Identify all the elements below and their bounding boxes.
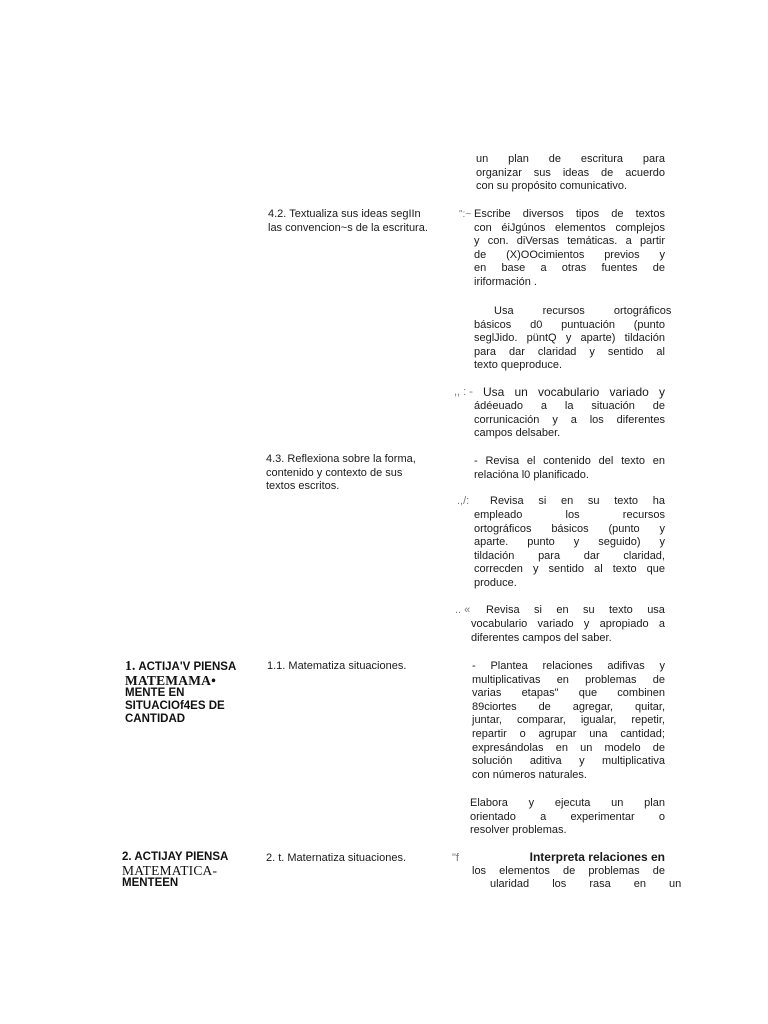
indicator-block <box>474 208 665 290</box>
indicator-block <box>474 509 665 591</box>
text-line <box>472 674 665 688</box>
indicator-block <box>490 495 665 509</box>
text-line: Interpreta relaciones en <box>529 850 665 864</box>
word: agregar, <box>572 700 614 713</box>
word: multiplicativa <box>602 755 665 768</box>
text-line: iriformación . <box>474 275 537 288</box>
word: en <box>556 604 569 616</box>
scan-marker: "f <box>452 852 459 864</box>
scan-marker: .,/: <box>457 495 470 507</box>
word: temáticas. <box>567 235 618 248</box>
word: para <box>642 153 665 165</box>
text-line <box>474 249 665 263</box>
text-line <box>474 235 665 249</box>
word: cantidad; <box>620 727 665 740</box>
word: sentido <box>607 345 644 358</box>
text-line: texto queproduce. <box>474 359 563 372</box>
word: comparar, <box>516 714 566 727</box>
word: problemas <box>588 864 640 877</box>
word: igualar, <box>580 714 617 727</box>
text-line <box>474 523 665 537</box>
text-line <box>476 153 665 167</box>
text-line: MATEMAMA• <box>125 673 217 688</box>
word: experimentar <box>570 810 635 823</box>
word: Elabora <box>470 797 508 809</box>
word: a <box>625 235 632 248</box>
word: al <box>594 563 603 576</box>
word: Usa <box>483 385 505 399</box>
word: y <box>532 563 539 576</box>
word: su <box>587 495 600 507</box>
word: punto <box>527 536 555 549</box>
word: de <box>611 208 624 220</box>
text-line: 1.1. Matematiza situaciones. <box>267 660 407 672</box>
word: aparte. <box>474 536 509 549</box>
word: tipos <box>575 208 600 220</box>
text-line <box>472 865 665 879</box>
word: apropiado <box>599 618 649 630</box>
text-line <box>490 495 665 509</box>
word: y <box>659 385 665 399</box>
word: en <box>556 673 569 686</box>
text-line: produce. <box>474 576 517 589</box>
word: acuerdo <box>625 166 665 179</box>
word: juntar, <box>472 714 502 727</box>
text-line <box>125 659 245 674</box>
indicator-block <box>472 850 682 892</box>
word: y <box>565 332 572 345</box>
word: en <box>560 495 574 507</box>
word: de <box>538 700 551 713</box>
text-line <box>474 208 665 222</box>
word: de <box>562 864 576 877</box>
word: sus <box>533 166 551 179</box>
word: de <box>601 166 614 179</box>
word: correcden <box>474 563 523 576</box>
competency-number: 1. <box>125 658 136 673</box>
word: otras <box>561 262 587 275</box>
word: el <box>526 455 536 467</box>
word: básicos <box>551 522 589 535</box>
text-line: SITUACIOf4ES DE <box>125 700 225 712</box>
word: los <box>565 509 580 521</box>
word: los <box>589 413 604 426</box>
text-line <box>474 563 665 577</box>
text-line <box>474 455 665 469</box>
word: de <box>474 248 487 261</box>
indicator-block <box>470 797 665 838</box>
word: de <box>652 673 665 686</box>
text-line: MENTEEN <box>122 877 179 889</box>
word: texto <box>621 455 645 467</box>
word: Plantea <box>490 660 528 672</box>
word: o <box>519 727 526 740</box>
text-line <box>476 167 665 181</box>
text-line <box>471 618 665 632</box>
indicator-block <box>474 305 672 373</box>
word: que <box>578 687 598 700</box>
word: los <box>472 864 487 877</box>
text-line <box>474 319 665 333</box>
word: y <box>579 755 585 768</box>
word: si <box>538 495 547 507</box>
text-line: contenido y contexto de sus <box>266 466 403 479</box>
word: repetir, <box>631 714 665 727</box>
word: y <box>573 536 580 549</box>
text-line: resolver problemas. <box>470 824 567 837</box>
word: una <box>589 727 608 740</box>
word: en <box>555 741 568 754</box>
word: texto <box>614 495 639 507</box>
text-line <box>483 386 665 400</box>
word: de <box>652 741 665 754</box>
word: vocabulario <box>537 385 600 399</box>
word: relaciones <box>542 660 593 672</box>
word: y <box>474 235 480 248</box>
word: a <box>570 413 577 426</box>
word: tildación <box>624 332 665 345</box>
text-line: 4.2. Textualiza sus ideas segIIn <box>268 208 421 220</box>
word: expresándolas <box>472 741 544 754</box>
scan-marker: ,, : - <box>454 386 473 398</box>
word: texto <box>612 563 637 576</box>
indicator-block <box>472 660 665 782</box>
word: éiJgúnos <box>501 221 546 234</box>
word: y <box>589 345 595 358</box>
word: claridad <box>537 345 577 358</box>
word: püntQ <box>526 332 557 345</box>
text-line: con su propósito comunicativo. <box>476 180 628 193</box>
indicator-block <box>476 153 665 194</box>
word: textos <box>635 208 665 220</box>
indicator-block <box>474 455 665 482</box>
word: previos <box>604 248 640 261</box>
word: y <box>659 248 665 261</box>
text-line: relacióna l0 planificado. <box>474 468 589 481</box>
word: en <box>474 262 487 275</box>
word: de <box>652 262 665 275</box>
indicator-block <box>486 604 665 618</box>
word: y <box>552 413 558 426</box>
word: a <box>540 262 547 275</box>
text-line <box>474 400 665 414</box>
text-line: 4.3. Reflexiona sobre la forma, <box>266 453 416 465</box>
text-line: Usa recursos ortográficos <box>494 305 672 317</box>
word: situación <box>591 400 635 412</box>
text-line: diferentes campos del saber. <box>471 631 612 644</box>
word: y <box>659 536 665 549</box>
word: si <box>534 604 542 616</box>
word: diVersas <box>516 235 559 248</box>
text-line <box>472 660 665 674</box>
word: elementos <box>555 221 606 234</box>
word: diversos <box>522 208 564 220</box>
capacity-block <box>266 852 446 866</box>
word: multiplicativas <box>472 673 541 686</box>
competency-title: ACTIJA'V PIENSA <box>138 661 237 673</box>
word: Revisa <box>486 604 520 616</box>
text-line <box>470 811 665 825</box>
word: adifivas <box>607 660 645 672</box>
word: aparte) <box>580 332 616 345</box>
word: dar <box>509 345 525 358</box>
word: plan <box>644 797 665 809</box>
competency-title: ACTIJAY PIENSA <box>134 851 229 863</box>
text-line: textos escritos. <box>266 480 340 493</box>
word: a <box>658 618 665 630</box>
capacity-block <box>266 453 446 494</box>
word: agrupar <box>538 727 577 740</box>
text-line <box>472 742 665 756</box>
word: fuentes <box>601 262 638 275</box>
word: claridad, <box>623 549 665 562</box>
word: para <box>474 345 497 358</box>
word: tildación <box>474 549 515 562</box>
word: de <box>652 400 665 412</box>
capacity-block <box>267 660 447 674</box>
word: seguido) <box>598 536 641 549</box>
word: ejecuta <box>554 797 591 809</box>
word: puntuación <box>561 318 615 331</box>
text-line: 2. t. Maternatiza situaciones. <box>266 852 407 864</box>
word: modelo <box>604 741 641 754</box>
text-line <box>486 604 665 618</box>
indicator-block <box>471 618 665 645</box>
word: del <box>598 455 614 467</box>
text-line <box>474 414 665 428</box>
word: ortográficos <box>474 522 532 535</box>
competency-block <box>125 659 245 726</box>
text-line <box>472 755 665 769</box>
word: Escribe <box>474 208 511 220</box>
word: Revisa <box>485 455 520 467</box>
word: vocabulario <box>471 618 528 630</box>
word: contenido <box>543 455 591 467</box>
scan-marker: .. « <box>455 604 471 616</box>
text-line <box>472 687 665 701</box>
word: en <box>652 455 665 467</box>
word: repartir <box>472 727 507 740</box>
word: al <box>656 345 665 358</box>
word: recursos <box>622 509 665 521</box>
word: - <box>474 455 478 467</box>
word: un <box>580 741 593 754</box>
word: orientado <box>470 810 516 823</box>
word: con <box>474 221 492 234</box>
word: a <box>540 810 547 823</box>
text-line <box>472 728 665 742</box>
word: combinen <box>617 687 665 700</box>
word: un <box>476 153 489 165</box>
text-line <box>470 797 665 811</box>
competency-block <box>122 851 244 890</box>
word: que <box>646 563 665 576</box>
word: a <box>540 400 547 412</box>
word: un <box>514 385 528 399</box>
word: ádéeuado <box>474 400 523 412</box>
word: varias <box>472 687 502 700</box>
word: dar <box>583 549 600 562</box>
word: básicos <box>474 318 512 331</box>
word: aditiva <box>529 755 562 768</box>
word: y <box>659 660 665 672</box>
word: variado <box>537 618 574 630</box>
word: variado <box>609 385 649 399</box>
word: y <box>659 522 665 535</box>
text-line: las convencion~s de la escritura. <box>268 221 428 234</box>
competency-number: 2. <box>122 851 132 863</box>
word: y <box>528 797 535 809</box>
word: diferentes <box>616 413 665 426</box>
word: con. <box>487 235 509 248</box>
word: seglJido. <box>474 332 518 345</box>
word: la <box>564 400 574 412</box>
word: sentido <box>548 563 585 576</box>
capacity-block <box>268 208 450 235</box>
scan-marker: ":~ <box>459 209 472 220</box>
word: y <box>583 618 590 630</box>
word: un <box>611 797 624 809</box>
text-line <box>474 550 665 564</box>
text-line <box>472 701 665 715</box>
word: - <box>472 660 476 672</box>
word: quitar, <box>635 700 665 713</box>
word: organizar <box>476 166 522 179</box>
word: empleado <box>474 509 523 521</box>
word: usa <box>647 604 665 616</box>
text-line: CANTIDAD <box>125 713 186 725</box>
word: texto <box>608 604 633 616</box>
text-line: ularidad los rasa en un <box>490 878 682 891</box>
word: base <box>501 262 526 275</box>
word: para <box>538 549 561 562</box>
word: d0 <box>530 318 543 331</box>
text-line: MATEMATICA- <box>122 863 218 878</box>
word: partir <box>639 235 665 248</box>
text-line: campos delsaber. <box>474 427 561 440</box>
word: ideas <box>562 166 590 179</box>
word: (punto <box>633 318 665 331</box>
word: plan <box>508 153 529 165</box>
word: ha <box>652 495 665 507</box>
text-line: con números naturales. <box>472 768 587 781</box>
word: 89ciortes <box>472 700 517 713</box>
text-line <box>474 509 665 523</box>
indicator-block <box>474 400 665 441</box>
word: escritura <box>580 153 624 165</box>
word: complejos <box>615 221 665 234</box>
word: Revisa <box>490 495 524 507</box>
word: solución <box>472 755 513 768</box>
text-line <box>474 346 665 360</box>
word: problemas <box>585 673 637 686</box>
word: (X)OOcimientos <box>506 248 585 261</box>
text-line <box>474 536 665 550</box>
text-line: MENTE EN <box>125 687 185 699</box>
text-line <box>474 332 665 346</box>
word: o <box>658 810 665 823</box>
word: de <box>548 153 562 165</box>
word: su <box>582 604 595 616</box>
text-line <box>472 714 665 728</box>
word: etapas" <box>521 687 559 700</box>
word: de <box>652 864 665 877</box>
word: elementos <box>499 864 550 877</box>
indicator-block <box>483 386 665 400</box>
word: corrunicación <box>474 413 540 426</box>
text-line <box>474 262 665 276</box>
text-line <box>474 222 665 236</box>
word: (punto <box>608 522 640 535</box>
